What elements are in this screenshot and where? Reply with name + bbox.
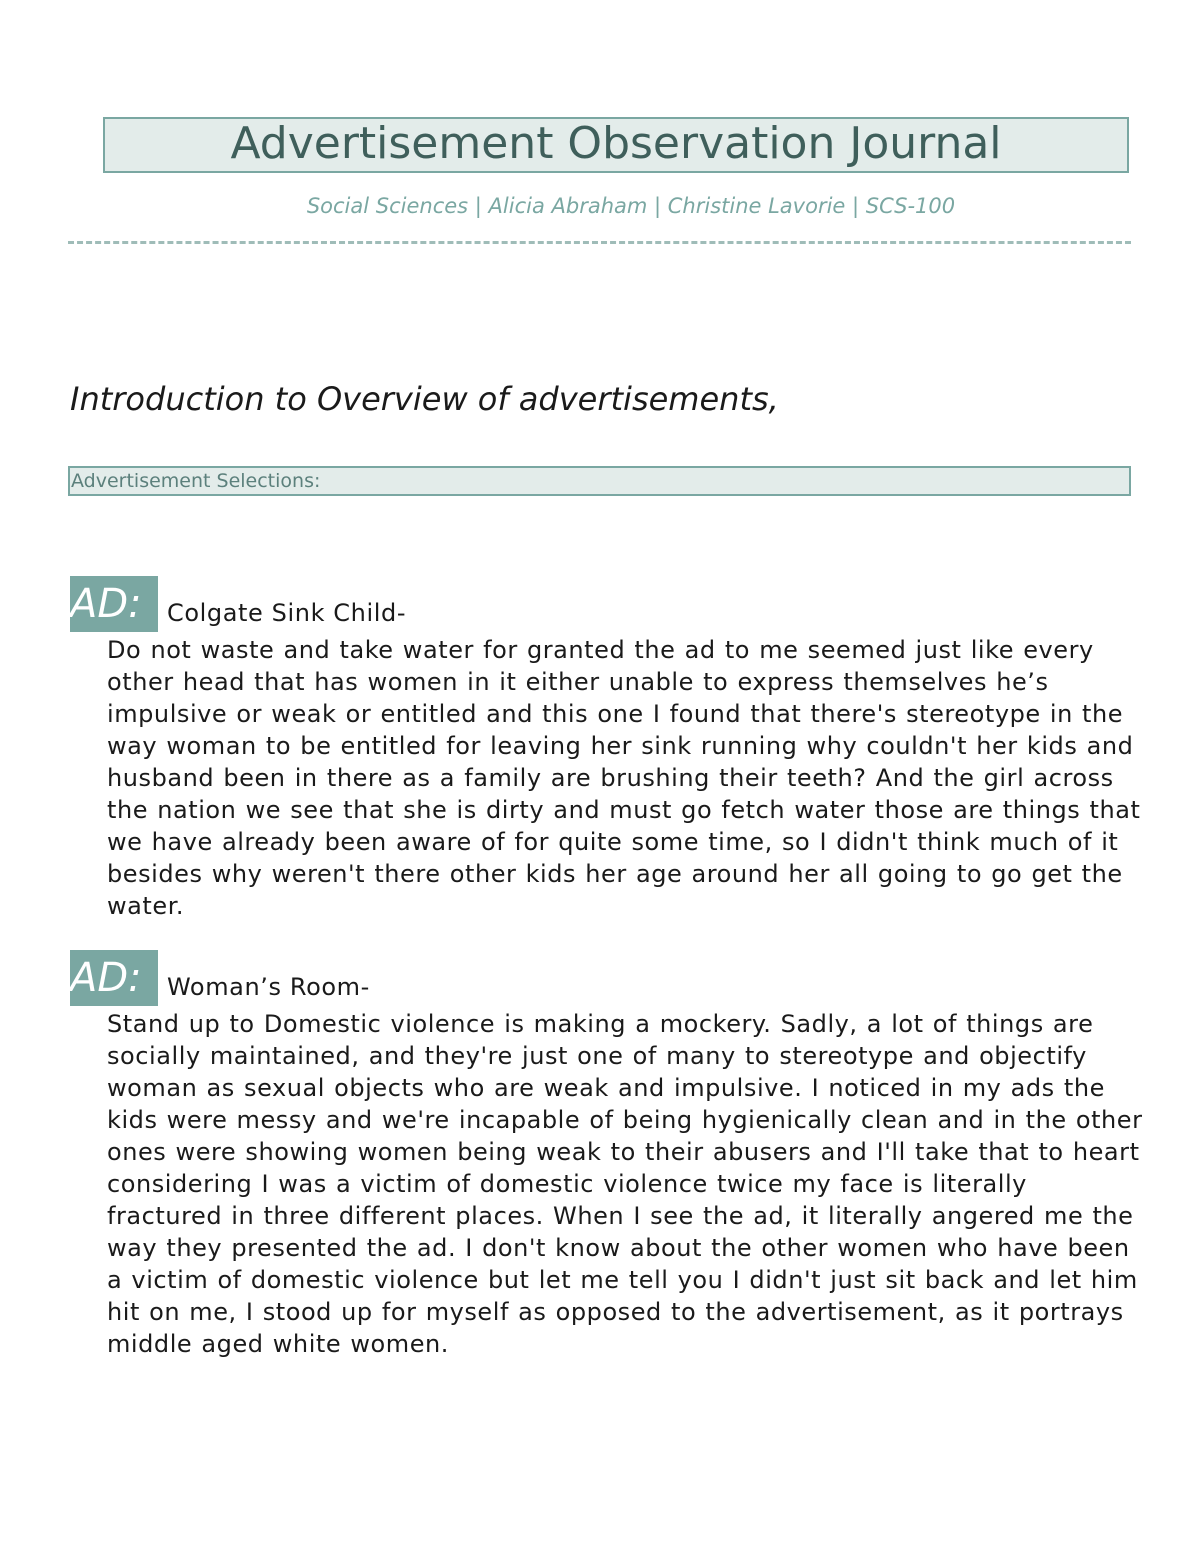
header-divider (68, 241, 1131, 244)
ad-tag: AD: (70, 950, 158, 1006)
ad-tag: AD: (70, 576, 158, 632)
ad-entry-womans-room (70, 950, 1150, 1358)
ad-entry-colgate (70, 576, 1150, 920)
page-title: Advertisement Observation Journal (230, 118, 1002, 169)
subtitle: Social Sciences | Alicia Abraham | Christine Lavorie | SCS-100 (306, 194, 956, 218)
ad-body: Do not waste and take water for granted the ad to me seemed just like every other head that has women in it either unable to express themselves he’s impulsive or weak or entitled and this one I found that there's stereotype in the way woman to be entitled for leaving her sink running why couldn't her kids and husband been in there as a family are brushing their teeth? And the girl across the nation we see that she is dirty and must go fetch water those are things that we have already been aware of for quite some time, so I didn't think much of it besides why weren't there other kids her age around her all going to go get the water. (107, 636, 1141, 920)
title-box (103, 117, 1129, 173)
section-label: Advertisement Selections: (71, 470, 321, 492)
ad-title: Woman’s Room- (167, 973, 370, 1001)
section-header (68, 466, 1131, 496)
intro-heading: Introduction to Overview of advertisements, (70, 380, 779, 418)
ad-heading (70, 950, 1150, 1006)
ad-body: Stand up to Domestic violence is making a mockery. Sadly, a lot of things are socially maintained, and they're just one of many to stereotype and objectify woman as sexual objects who are weak and impulsive. I noticed in my ads the kids were messy and we're incapable of being hygienically clean and in the other ones were showing women being weak to their abusers and I'll take that to heart considering I was a victim of domestic violence twice my face is literally fractured in three different places. When I see the ad, it literally angered me the way they presented the ad. I don't know about the other women who have been a victim of domestic violence but let me tell you I didn't just sit back and let him hit on me, I stood up for myself as opposed to the advertisement, as it portrays middle aged white women. (107, 1010, 1143, 1358)
ad-title: Colgate Sink Child- (167, 599, 407, 627)
ad-heading (70, 576, 1150, 632)
